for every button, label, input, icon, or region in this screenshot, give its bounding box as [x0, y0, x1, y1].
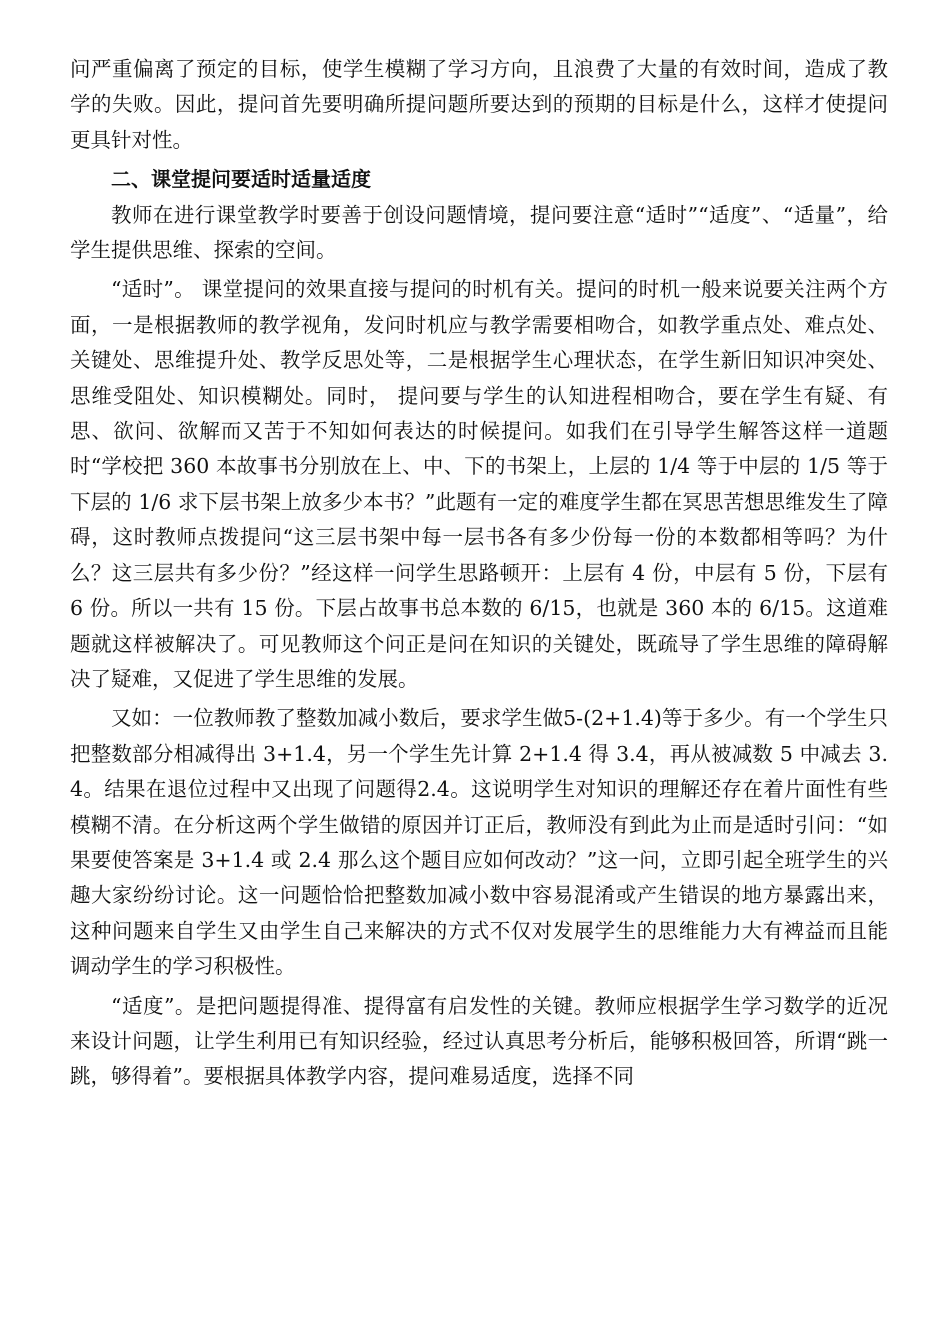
- body-paragraph-continuation: 问严重偏离了预定的目标，使学生模糊了学习方向，且浪费了大量的有效时间，造成了教学的失败。因此，提问首先要明确所提问题所要达到的预期的目标是什么，这样才使提问更具针对性。: [70, 57, 888, 152]
- body-paragraph-timing: “适时”。 课堂提问的效果直接与提问的时机有关。提问的时机一般来说要关注两个方面，一是根据教师的教学视角，发问时机应与教学需要相吻合，如教学重点处、难点处、关键处、思维提升处、教学反思处等，二是根据学生心理状态，在学生新旧知识冲突处、思维受阻处、知识模糊处。同时， 提问要与学生的认知进程相吻合，要在学生有疑、有思、欲问、欲解而又苦于不知如何表达的时候提问。如我们在引导学生解答这样一道题时“学校把 360 本故事书分别放在上、中、下的书架上，上层的 1/4 等于中层的 1/5 等于下层的 1/6 求下层书架上放多少本书？”此题有一定的难度学生都在冥思苦想思维发生了障碍，这时教师点拨提问“这三层书架中每一层书各有多少份每一份的本数都相等吗？为什么？这三层共有多少份？”经这样一问学生思路顿开：上层有 4 份，中层有 5 份，下层有 6 份。所以一共有 15 份。下层占故事书总本数的 6/15，也就是 360 本的 6/15。这道难题就这样被解决了。可见教师这个问正是问在知识的关键处，既疏导了学生思维的障碍解决了疑难，又促进了学生思维的发展。: [70, 277, 888, 691]
- body-paragraph-moderation: “适度”。是把问题提得准、提得富有启发性的关键。教师应根据学生学习数学的近况来设计问题，让学生利用已有知识经验，经过认真思考分析后，能够积极回答，所谓“跳一跳，够得着”。要根据具体教学内容，提问难易适度，选择不同: [70, 993, 888, 1089]
- body-paragraph: 教师在进行课堂教学时要善于创设问题情境，提问要注意“适时”“适度”、“适量”，给学生提供思维、探索的空间。: [70, 202, 888, 263]
- document-page: [70, 52, 888, 1095]
- section-heading: 二、课堂提问要适时适量适度: [111, 167, 371, 192]
- body-paragraph-example: 又如：一位教师教了整数加减小数后，要求学生做5-(2+1.4)等于多少。有一个学生只把整数部分相减得出 3+1.4，另一个学生先计算 2+1.4 得 3.4，再从被减数 5 中减去 3.4。结果在退位过程中又出现了问题得2.4。这说明学生对知识的理解还存在着片面性有些模糊不清。在分析这两个学生做错的原因并订正后，教师没有到此为止而是适时引问：“如果要使答案是 3+1.4 或 2.4 那么这个题目应如何改动？”这一问，立即引起全班学生的兴趣大家纷纷讨论。这一问题恰恰把整数加减小数中容易混淆或产生错误的地方暴露出来，这种问题来自学生又由学生自己来解决的方式不仅对发展学生的思维能力大有裨益而且能调动学生的学习积极性。: [70, 706, 888, 979]
